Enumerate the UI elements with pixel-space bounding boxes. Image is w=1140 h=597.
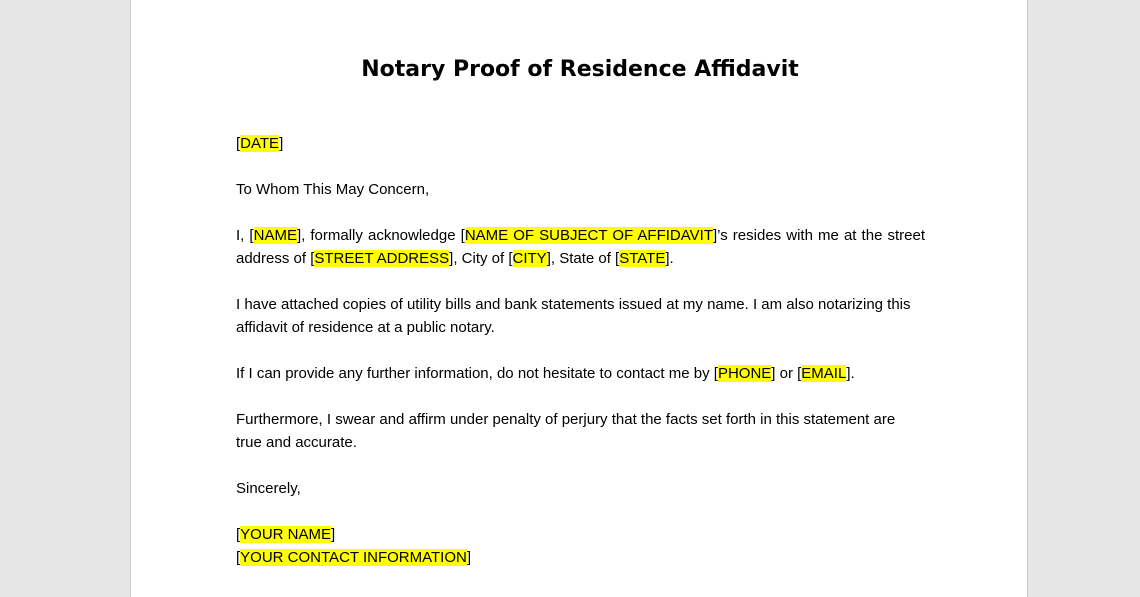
contact-info-placeholder: YOUR CONTACT INFORMATION: [240, 549, 467, 566]
contact-info-line: [YOUR CONTACT INFORMATION]: [236, 549, 472, 566]
your-name-line: [YOUR NAME]: [236, 526, 336, 543]
attachments-paragraph: I have attached copies of utility bills and bank statements issued at my name. I am also notarizing this affidavit of residence at a public notary.: [236, 296, 911, 336]
salutation: To Whom This May Concern,: [236, 181, 430, 198]
document-body: [236, 132, 925, 569]
contact-paragraph: If I can provide any further information, do not hesitate to contact me by [PHONE] or [EMAIL].: [236, 365, 855, 382]
date-placeholder: DATE: [240, 135, 280, 152]
street-placeholder: STREET ADDRESS: [314, 250, 450, 267]
your-name-placeholder: YOUR NAME: [240, 526, 332, 543]
closing: Sincerely,: [236, 480, 301, 497]
document-page: [130, 0, 1028, 597]
email-placeholder: EMAIL: [801, 365, 847, 382]
oath-paragraph: Furthermore, I swear and affirm under penalty of perjury that the facts set forth in this statement are true and accurate.: [236, 411, 896, 451]
date-line: [DATE]: [236, 135, 284, 152]
subject-placeholder: NAME OF SUBJECT OF AFFIDAVIT: [464, 227, 713, 244]
name-placeholder: NAME: [253, 227, 297, 244]
state-placeholder: STATE: [619, 250, 666, 267]
city-placeholder: CITY: [512, 250, 547, 267]
acknowledgement-paragraph: I, [NAME], formally acknowledge [NAME OF SUBJECT OF AFFIDAVIT]’s resides with me at the street address of [STREET ADDRESS], City of [CITY], State of [STATE].: [236, 227, 926, 267]
document-title: Notary Proof of Residence Affidavit: [361, 57, 799, 82]
phone-placeholder: PHONE: [717, 365, 772, 382]
